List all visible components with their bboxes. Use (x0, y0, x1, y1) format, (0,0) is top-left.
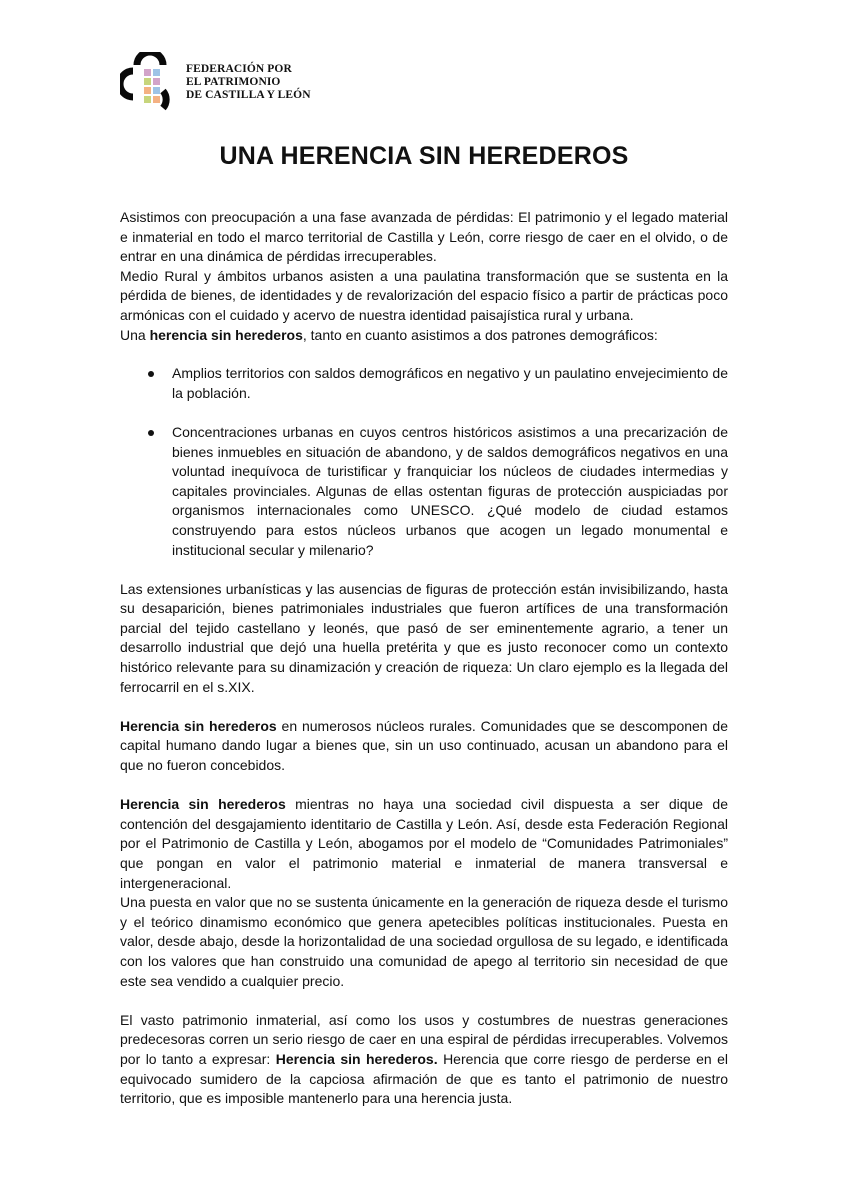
list-item (120, 423, 728, 560)
text-span: Una (120, 326, 150, 343)
emphasis-text: Herencia sin herederos. (275, 1050, 438, 1067)
logo-line: FEDERACIÓN POR (186, 62, 292, 75)
logo-wordmark (186, 63, 311, 102)
text-span: en numerosos núcleos rurales. Comunidades que se descomponen de capital humano dando lugar a bienes que, sin un uso continuado, acusan un abandono para el que no fueron concebidos. (120, 717, 728, 774)
bullet-icon (148, 430, 154, 436)
emphasis-text: Herencia sin herederos (120, 796, 286, 813)
logo-line: EL PATRIMONIO (186, 75, 281, 88)
bullet-icon (148, 371, 154, 377)
paragraph: Medio Rural y ámbitos urbanos asisten a una paulatina transformación que se sustenta en la pérdida de bienes, de identidades y de revalorización del espacio físico a partir de prácticas poco armónicas con el cuidado y acervo de nuestra identidad paisajística rural y urbana. (120, 267, 728, 323)
paragraph (120, 717, 728, 776)
bullet-list (120, 364, 728, 560)
list-item (120, 364, 728, 403)
logo-square (153, 96, 160, 103)
text-span: , tanto en cuanto asistimos a dos patrones demográficos: (302, 326, 658, 343)
logo-square (153, 69, 160, 76)
logo-square (144, 69, 151, 76)
list-item-text: Amplios territorios con saldos demográficos en negativo y un paulatino envejecimiento de la población. (172, 365, 728, 401)
logo-square (144, 87, 151, 94)
text-span: Herencia que corre riesgo de perderse en el equivocado sumidero de la capciosa afirmación de que es tanto el patrimonio de nuestro territorio, que es imposible mantenerlo para una herencia justa. (120, 1050, 728, 1107)
paragraph: Asistimos con preocupación a una fase avanzada de pérdidas: El patrimonio y el legado material e inmaterial en todo el marco territorial de Castilla y León, corre riesgo de caer en el olvido, o de entrar en una dinámica de pérdidas irrecuperables. (120, 209, 728, 265)
text-span: El vasto patrimonio inmaterial, así como los usos y costumbres de nuestras generaciones predecesoras corren un serio riesgo de caer en una espiral de pérdidas irrecuperables. Volvemos por lo tanto a expresar: (120, 1011, 728, 1067)
emphasis-text: Herencia sin herederos (120, 717, 277, 734)
logo-arc-right (163, 91, 166, 108)
document-title: UNA HERENCIA SIN HEREDEROS (219, 142, 629, 170)
paragraph: Una puesta en valor que no se sustenta únicamente en la generación de riqueza desde el turismo y el teórico dinamismo económico que genera apetecibles políticas institucionales. Puesta en valor, desde abajo, desde la horizontalidad de una sociedad orgullosa de su legado, e identificada con los valores que han construido una comunidad de apego al territorio sin necesidad de que este sea vendido a cualquier precio. (120, 894, 728, 989)
paragraph (120, 1011, 728, 1109)
text-span: mientras no haya una sociedad civil dispuesta a ser dique de contención del desgajamiento identitario de Castilla y León. Así, desde esta Federación Regional por el Patrimonio de Castilla y León, abogamos por el modelo de “Comunidades Patrimoniales” que pongan en valor el patrimonio material e inmaterial de manera transversal e intergeneracional. (120, 796, 728, 891)
paragraph (120, 795, 728, 893)
logo-square (153, 78, 160, 85)
page-header (120, 52, 311, 112)
logo-line: DE CASTILLA Y LEÓN (186, 88, 311, 101)
document-body (120, 208, 728, 1109)
federation-logo-icon (120, 52, 176, 112)
logo-arc-left (120, 71, 133, 97)
paragraph (120, 326, 728, 346)
list-item-text: Concentraciones urbanas en cuyos centros históricos asistimos a una precarización de bienes inmuebles en situación de abandono, y de saldos demográficos negativos en una voluntad inequívoca de turistificar y franquiciar los núcleos de ciudades intermedias y capitales provinciales. Algunas de ellas ostentan figuras de protección auspiciadas por organismos internacionales como UNESCO. ¿Qué modelo de ciudad estamos construyendo para estos núcleos urbanos que acogen un legado monumental e institucional secular y milenario? (172, 423, 728, 558)
emphasis-text: herencia sin herederos (149, 326, 303, 343)
logo-square (153, 87, 160, 94)
logo-arc-top (137, 52, 163, 65)
paragraph: Las extensiones urbanísticas y las ausencias de figuras de protección están invisibilizando, hasta su desaparición, bienes patrimoniales industriales que fueron artífices de una transformación parcial del tejido castellano y leonés, que pasó de ser eminentemente agrario, a tener un desarrollo industrial que dejó una huella pretérita y que es justo reconocer como un contexto histórico relevante para su dinamización y creación de riqueza: Un claro ejemplo es la llegada del ferrocarril en el s.XIX. (120, 580, 728, 695)
logo-square (144, 78, 151, 85)
logo-square (144, 96, 151, 103)
